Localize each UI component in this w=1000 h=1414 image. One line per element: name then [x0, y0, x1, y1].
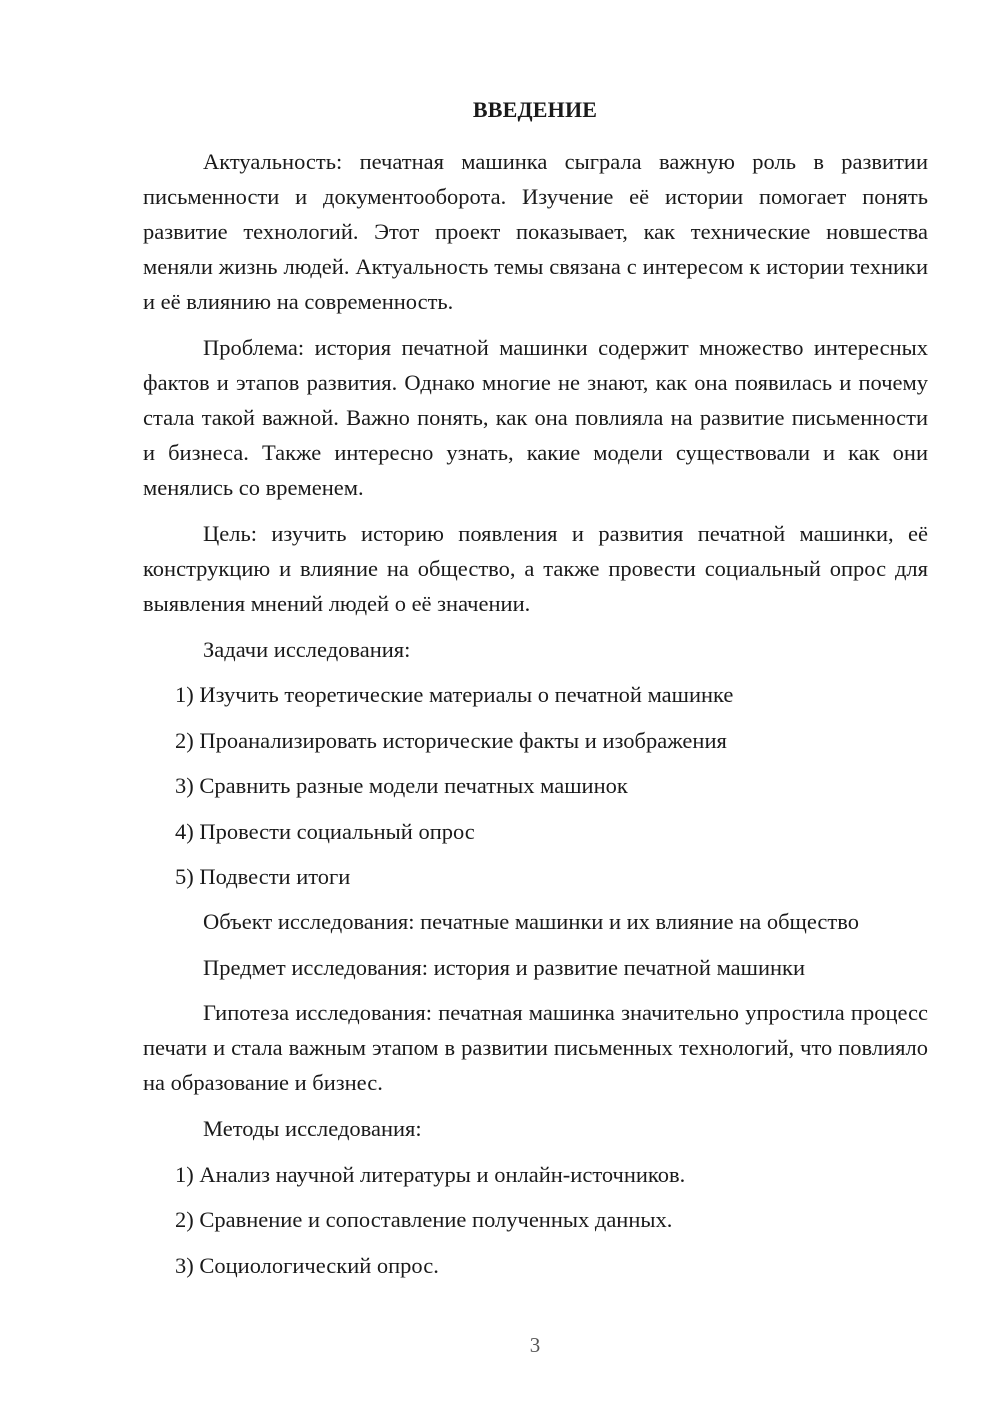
page-number: 3: [529, 1333, 541, 1357]
task-item: 1) Изучить теоретические материалы о печатной машинке: [175, 682, 734, 707]
hypothesis-paragraph: Гипотеза исследования: печатная машинка значительно упростила процесс печати и стала важным этапом в развитии письменных технологий, что повлияло на образование и бизнес.: [143, 1000, 928, 1095]
relevance-paragraph: Актуальность: печатная машинка сыграла важную роль в развитии письменности и документооборота. Изучение её истории помогает понять развитие технологий. Этот проект показывает, как технические новшества меняли жизнь людей. Актуальность темы связана с интересом к истории техники и её влиянию на современность.: [143, 149, 928, 314]
task-item: 3) Сравнить разные модели печатных машинок: [175, 773, 628, 798]
task-item: 2) Проанализировать исторические факты и изображения: [175, 728, 727, 753]
research-object: Объект исследования: печатные машинки и их влияние на общество: [203, 909, 859, 934]
problem-paragraph: Проблема: история печатной машинки содержит множество интересных фактов и этапов развития. Однако многие не знают, как она появилась и почему стала такой важной. Важно понять, как она повлияла на развитие письменности и бизнеса. Также интересно узнать, какие модели существовали и как они менялись со временем.: [143, 335, 928, 500]
methods-heading: Методы исследования:: [203, 1116, 422, 1141]
method-item: 2) Сравнение и сопоставление полученных данных.: [175, 1207, 673, 1232]
tasks-heading: Задачи исследования:: [203, 637, 411, 662]
page-title: ВВЕДЕНИЕ: [472, 97, 598, 122]
research-subject: Предмет исследования: история и развитие печатной машинки: [203, 955, 806, 980]
goal-paragraph: Цель: изучить историю появления и развития печатной машинки, её конструкцию и влияние на общество, а также провести социальный опрос для выявления мнений людей о её значении.: [143, 521, 928, 616]
method-item: 1) Анализ научной литературы и онлайн-источников.: [175, 1162, 686, 1187]
method-item: 3) Социологический опрос.: [175, 1253, 439, 1278]
task-item: 5) Подвести итоги: [175, 864, 351, 889]
task-item: 4) Провести социальный опрос: [175, 819, 475, 844]
